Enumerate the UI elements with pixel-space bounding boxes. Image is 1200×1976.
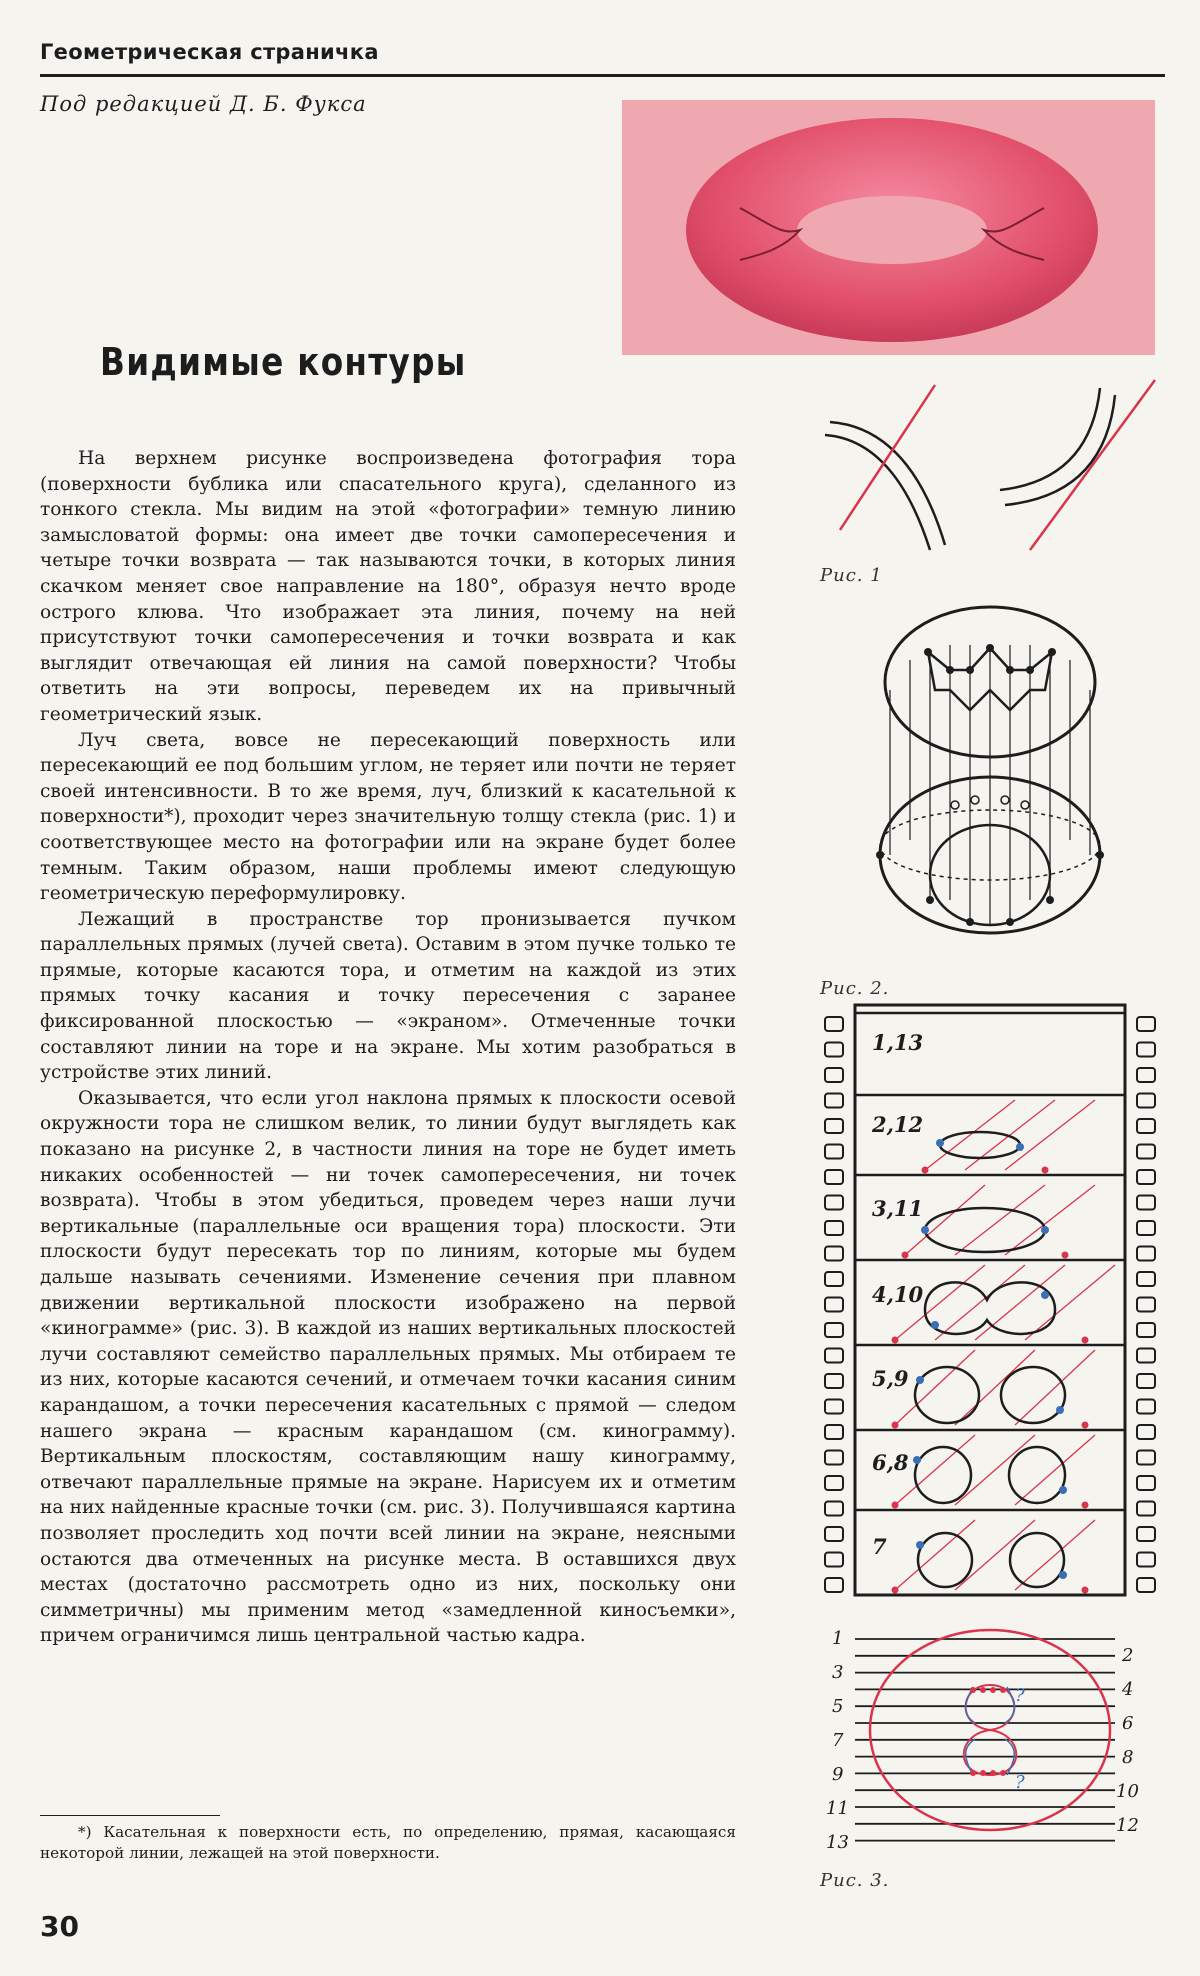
paragraph: На верхнем рисунке воспроизведена фотография тора (поверхности бублика или спасательного круга), сделанного из тонкого стекла. Мы видим на этой «фотографии» темную линию замысловатой формы: она имеет две точки самопересечения и четыре точки возврата — так называются точки, в которых линия скачком меняет свое направление на 180°, образуя нечто вроде острого клюва. Что изображает эта линия, почему на ней присутствуют точки самопересечения и точки возврата и как выглядит отвечающая ей линия на самой поверхности? Чтобы ответить на эти вопросы, переведем их на привычный геометрический язык.	[40, 448, 736, 725]
sprocket-hole	[825, 1578, 843, 1592]
sprocket-hole	[1137, 1094, 1155, 1108]
sprocket-hole	[1137, 1170, 1155, 1184]
frame-label-1: 1,13	[872, 1030, 924, 1055]
torus-photo-drawing	[622, 100, 1155, 355]
figure-1	[815, 380, 1165, 565]
sprocket-hole	[825, 1425, 843, 1439]
section-frame-7-left	[918, 1533, 972, 1587]
sprocket-hole	[825, 1196, 843, 1210]
page-number: 30	[40, 1910, 79, 1943]
fig1-ray-right	[1030, 380, 1155, 550]
footnote: *) Касательная к поверхности есть, по определению, прямая, касающаяся некоторой линии, лежащей на этой поверхности.	[40, 1823, 736, 1862]
fig2-caption: Рис. 2.	[820, 978, 890, 999]
sprocket-hole	[825, 1502, 843, 1516]
section-frame-7-right	[1010, 1533, 1064, 1587]
sprocket-hole	[825, 1247, 843, 1261]
screen-label-left-5: 5	[832, 1696, 844, 1717]
sprocket-hole	[825, 1451, 843, 1465]
screen-label-right-2: 2	[1122, 1645, 1134, 1666]
sprocket-hole	[1137, 1374, 1155, 1388]
frame-label-3: 3,11	[872, 1196, 924, 1221]
tangent-points-blue	[913, 1139, 1067, 1579]
sprocket-hole	[1137, 1451, 1155, 1465]
sprocket-hole	[1137, 1527, 1155, 1541]
sprocket-hole	[1137, 1553, 1155, 1567]
section-header: Геометрическая страничка	[40, 40, 379, 64]
sprocket-hole	[1137, 1349, 1155, 1363]
sprocket-hole	[825, 1272, 843, 1286]
editor-credit: Под редакцией Д. Б. Фукса	[40, 92, 367, 116]
sprocket-hole	[1137, 1272, 1155, 1286]
torus-hole	[797, 196, 987, 264]
section-frame-3	[925, 1208, 1045, 1252]
section-frame-2	[940, 1132, 1020, 1158]
sprocket-hole	[1137, 1578, 1155, 1592]
screen-label-right-10: 10	[1116, 1781, 1139, 1802]
sprocket-hole	[1137, 1043, 1155, 1057]
sprocket-hole	[1137, 1425, 1155, 1439]
frame-label-4: 4,10	[872, 1282, 924, 1307]
frame-label-2: 2,12	[872, 1112, 924, 1137]
sprocket-hole	[1137, 1400, 1155, 1414]
screen-red-points	[970, 1687, 1006, 1776]
screen-contour-inner	[964, 1685, 1017, 1775]
figure-3-screen	[815, 1625, 1165, 1840]
sprocket-hole	[825, 1374, 843, 1388]
sprocket-hole	[825, 1017, 843, 1031]
figure-2	[840, 600, 1140, 985]
sprocket-hole	[825, 1298, 843, 1312]
sprocket-hole	[825, 1553, 843, 1567]
paragraph: Луч света, вовсе не пересекающий поверхность или пересекающий ее под большим углом, не теряет или почти не теряет своей интенсивности. В то же время, луч, близкий к касательной к поверхности*), проходит через значительную толщу стекла (рис. 1) и соответствующее место на фотографии или на экране будет более темным. Таким образом, наши проблемы имеют следующую геометрическую переформулировку.	[40, 729, 736, 905]
sprocket-hole	[825, 1400, 843, 1414]
sprocket-hole	[825, 1221, 843, 1235]
frame-label-6: 6,8	[872, 1450, 909, 1475]
fig3-caption: Рис. 3.	[820, 1870, 890, 1891]
frame-label-7: 7	[872, 1534, 887, 1559]
screen-question-bottom: ?	[1015, 1772, 1025, 1793]
frame-dividers	[855, 1013, 1125, 1510]
sprocket-hole	[825, 1145, 843, 1159]
paragraph: Лежащий в пространстве тор пронизывается пучком параллельных прямых (лучей света). Оставим в этом пучке только те прямые, которые касаются тора, и отметим на каждой из этих прямых точку касания и точку пересечения с заранее фиксированной плоскостью — «экраном». Отмеченные точки составляют линии на торе и на экране. Мы хотим разобраться в устройстве этих линий.	[40, 908, 736, 1084]
article-title: Видимые контуры	[100, 340, 467, 384]
header-rule	[40, 74, 1165, 77]
fig1-arc-outer	[825, 435, 930, 550]
figure-3-filmstrip	[815, 1005, 1165, 1595]
sprocket-hole	[1137, 1119, 1155, 1133]
sprocket-hole	[825, 1476, 843, 1490]
screen-label-left-7: 7	[832, 1730, 844, 1751]
screen-label-right-8: 8	[1122, 1747, 1134, 1768]
fig1-caption: Рис. 1	[820, 565, 883, 586]
sprocket-hole	[1137, 1068, 1155, 1082]
fig1-ray-left	[840, 385, 935, 530]
section-frame-6-right	[1009, 1447, 1065, 1503]
screen-label-left-13: 13	[826, 1832, 849, 1853]
screen-question-top: ?	[1015, 1685, 1025, 1706]
screen-label-left-1: 1	[832, 1628, 844, 1649]
sprocket-hole	[825, 1170, 843, 1184]
sprocket-hole	[1137, 1298, 1155, 1312]
sprocket-hole	[825, 1043, 843, 1057]
paragraph: Оказывается, что если угол наклона прямых к плоскости осевой окружности тора не слишком велик, то линии будут выглядеть как показано на рисунке 2, в частности линия на торе не будет иметь никаких особенностей — ни точек самопересечения, ни точек возврата). Чтобы в этом убедиться, проведем через наши лучи вертикальные (параллельные оси вращения тора) плоскости. Эти плоскости будут пересекать тор по линиям, которые мы будем дальше называть сечениями. Изменение сечения при плавном движении вертикальной плоскости изображено на первой «кинограмме» (рис. 3). В каждой из наших вертикальных плоскостей лучи составляют семейство параллельных прямых. Мы отбираем те из них, которые касаются сечений, и отмечаем точки касания синим карандашом, а точки пересечения касательных с прямой — следом нашего экрана — красным карандашом (см. кинограмму). Вертикальным плоскостям, составляющим нашу кинограмму, отвечают параллельные прямые на экране. Нарисуем их и отметим на них найденные красные точки (см. рис. 3). Получившаяся картина позволяет проследить ход почти всей линии на экране, неясными остаются два отмеченных на рисунке места. В оставшихся двух местах (достаточно рассмотреть одно из них, поскольку они симметричны) мы применим метод «замедленной киносъемки», причем ограничимся лишь центральной частью кадра.	[40, 1087, 736, 1647]
sprocket-hole	[1137, 1502, 1155, 1516]
screen-label-right-4: 4	[1122, 1679, 1134, 1700]
sprocket-hole	[1137, 1221, 1155, 1235]
sprocket-hole	[825, 1068, 843, 1082]
sprocket-hole	[1137, 1196, 1155, 1210]
sprocket-hole	[825, 1119, 843, 1133]
sprocket-hole	[825, 1349, 843, 1363]
sprocket-hole	[825, 1527, 843, 1541]
sprocket-hole	[1137, 1145, 1155, 1159]
torus-photo	[622, 100, 1155, 355]
section-frame-5-right	[1001, 1367, 1065, 1423]
fig1-arc-inner-right	[1005, 395, 1115, 505]
screen-label-left-11: 11	[826, 1798, 849, 1819]
sprocket-hole	[1137, 1247, 1155, 1261]
screen-label-left-3: 3	[832, 1662, 844, 1683]
frame-label-5: 5,9	[872, 1366, 909, 1391]
sprocket-hole	[1137, 1017, 1155, 1031]
screen-label-right-12: 12	[1116, 1815, 1139, 1836]
sprocket-hole	[1137, 1323, 1155, 1337]
footnote-rule	[40, 1815, 220, 1816]
sprocket-hole	[825, 1323, 843, 1337]
sprocket-hole	[1137, 1476, 1155, 1490]
screen-label-left-9: 9	[832, 1764, 844, 1785]
screen-label-right-6: 6	[1122, 1713, 1134, 1734]
fig2-rays	[890, 645, 1090, 925]
section-frame-6-left	[915, 1447, 971, 1503]
article-body	[40, 446, 736, 1649]
sprocket-hole	[825, 1094, 843, 1108]
